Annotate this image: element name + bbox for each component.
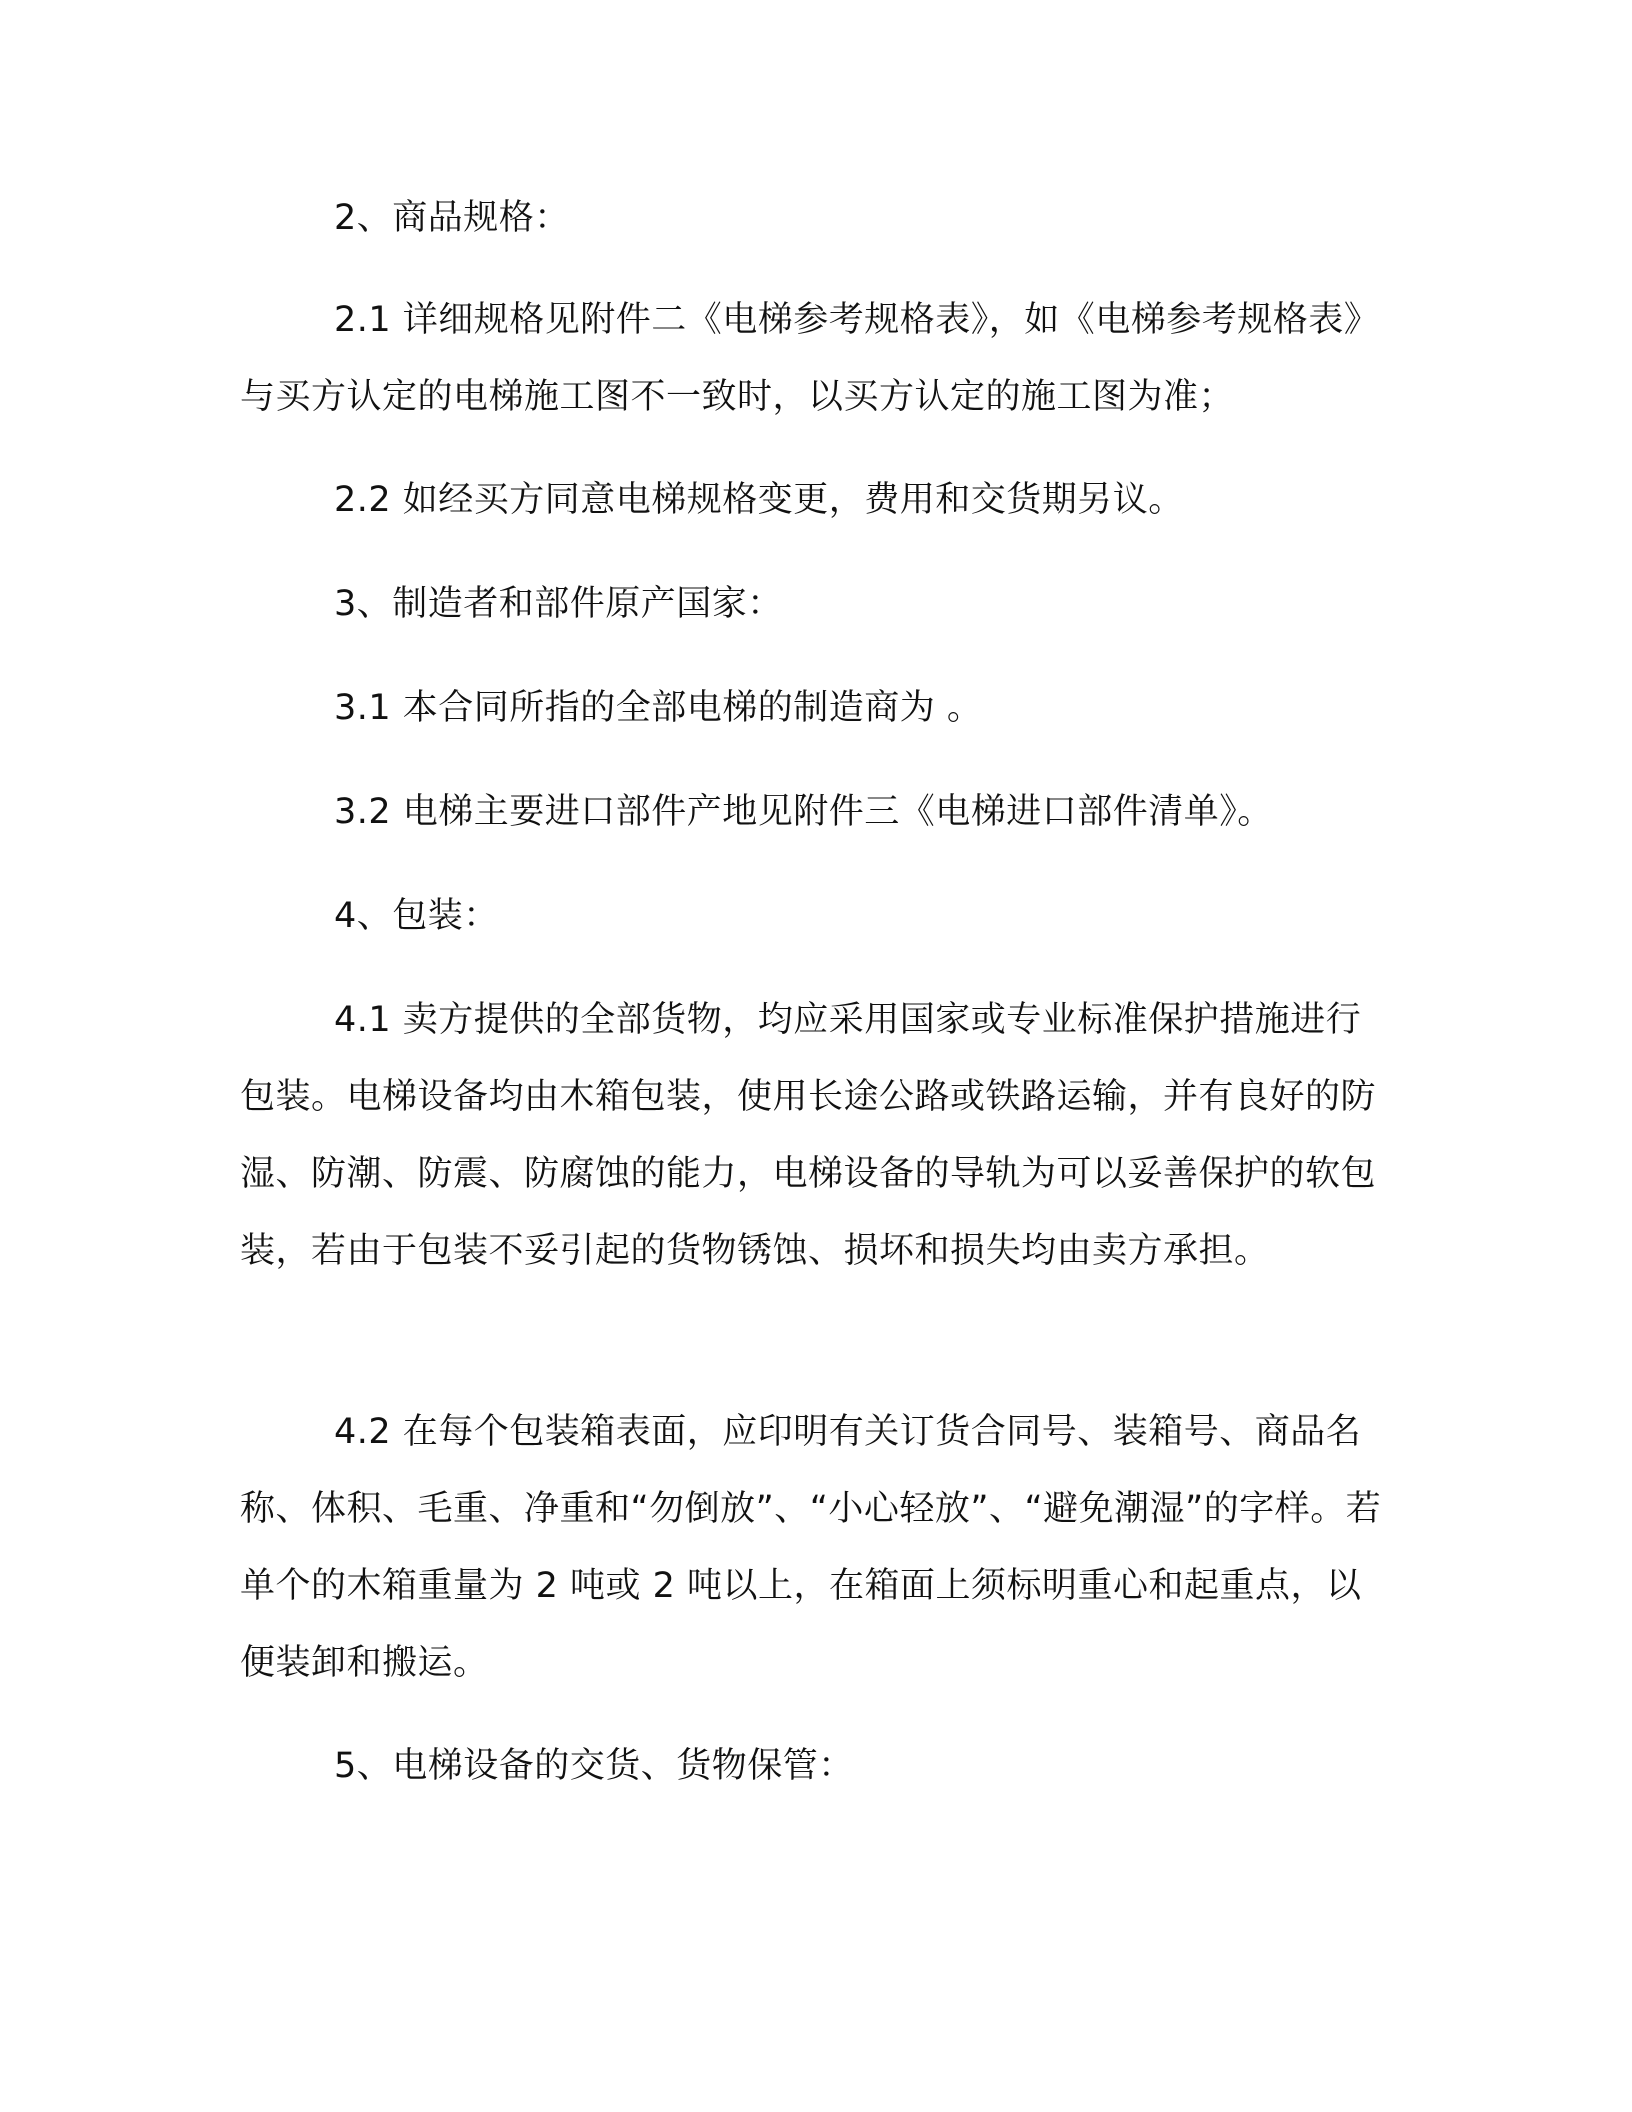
section-4-heading: 4、包装： [334,896,499,936]
section-3-2-paragraph: 3.2 电梯主要进口部件产地见附件三《电梯进口部件清单》。 [334,792,1273,832]
section-2-2-paragraph: 2.2 如经买方同意电梯规格变更，费用和交货期另议。 [334,480,1184,520]
section-2-1-paragraph: 2.1 详细规格见附件二《电梯参考规格表》，如《电梯参考规格表》与买方认定的电梯施工图不一致时，以买方认定的施工图为准； [240,300,1380,417]
section-4-1-paragraph: 4.1 卖方提供的全部货物，均应采用国家或专业标准保护措施进行包装。电梯设备均由木箱包装，使用长途公路或铁路运输，并有良好的防湿、防潮、防震、防腐蚀的能力，电梯设备的导轨为可以妥善保护的软包装，若由于包装不妥引起的货物锈蚀、损坏和损失均由卖方承担。 [240,1000,1377,1271]
section-5-heading: 5、电梯设备的交货、货物保管： [334,1746,854,1786]
section-3-1-paragraph: 3.1 本合同所指的全部电梯的制造商为 。 [334,688,983,728]
section-2-heading: 2、商品规格： [334,198,570,238]
section-4-2-paragraph: 4.2 在每个包装箱表面，应印明有关订货合同号、装箱号、商品名称、体积、毛重、净重和“勿倒放”、“小心轻放”、“避免潮湿”的字样。若单个的木箱重量为 2 吨或 2 吨以上，在箱面上须标明重心和起重点，以便装卸和搬运。 [240,1412,1382,1683]
section-3-heading: 3、制造者和部件原产国家： [334,584,783,624]
